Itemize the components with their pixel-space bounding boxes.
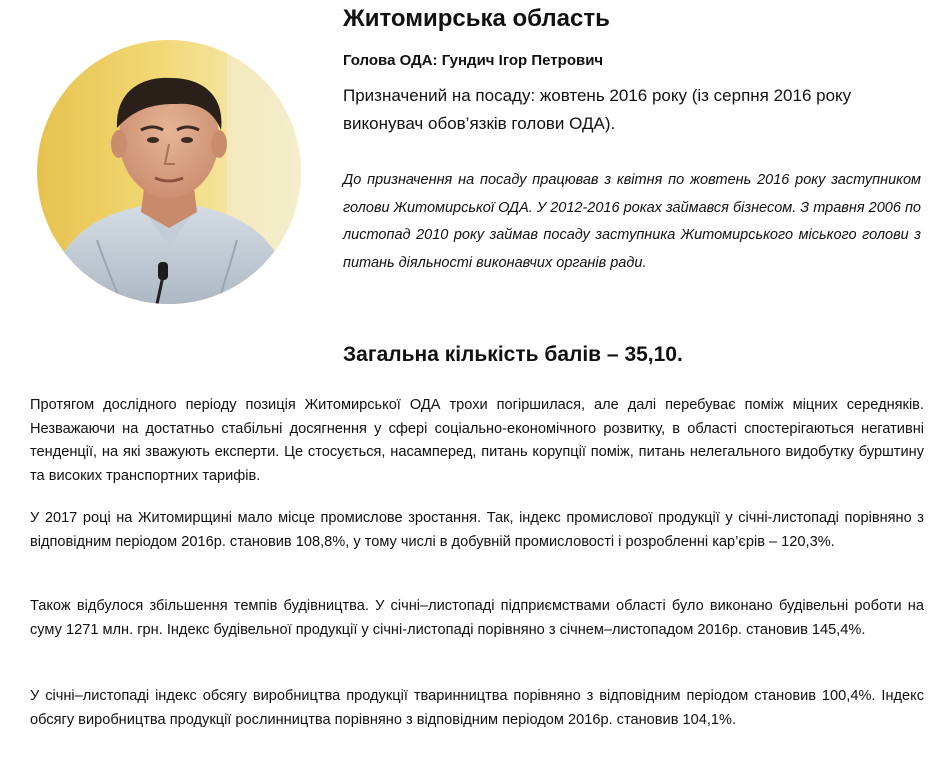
body-paragraph-3: Також відбулося збільшення темпів будівництва. У січні–листопаді підприємствами області було виконано будівельні роботи на суму 1271 млн. грн. Індекс будівельної продукції у січні-листопаді порівняно з січнем–листопадом 2016р. становив 145,4%. xyxy=(30,598,924,638)
body-paragraph-2: У 2017 році на Житомирщині мало місце промислове зростання. Так, індекс промислової продукції у січні-листопаді порівняно з відповідним періодом 2016р. становив 108,8%, у тому числі в добувній промисловості і розробленні кар’єрів – 120,3%. xyxy=(30,510,924,550)
body-paragraph-1: Протягом дослідного періоду позиція Житомирської ОДА трохи погіршилася, але далі перебуває поміж міцних середняків. Незважаючи на достатньо стабільні досягнення у сфері соціально-економічного розвитку, в області спостерігаються негативні тенденції, на які зважують експерти. Це стосується, насамперед, питань корупції поміж, питань нелегального видобутку бурштину та високих транспортних тарифів. xyxy=(30,397,924,484)
total-score: Загальна кількість балів – 35,10. xyxy=(343,343,683,366)
official-portrait xyxy=(37,40,301,304)
body-paragraph-4: У січні–листопаді індекс обсягу виробництва продукції тваринництва порівняно з відповідним періодом становив 100,4%. Індекс обсягу виробництва продукції рослинництва порівняно з відповідним періодом 2016р. становив 104,1%. xyxy=(30,688,924,728)
region-title: Житомирська область xyxy=(343,5,610,32)
biography: До призначення на посаду працював з квітня по жовтень 2016 року заступником голови Житомирської ОДА. У 2012-2016 роках займався бізнесом. З травня 2006 по листопад 2010 року займав посаду заступника Житомирського міського голови з питань діяльності виконавчих органів ради. xyxy=(343,172,921,271)
head-name: Голова ОДА: Гундич Ігор Петрович xyxy=(343,52,604,69)
appointment-info: Призначений на посаду: жовтень 2016 року (із серпня 2016 року виконувач обов’язків голови ОДА). xyxy=(343,86,852,133)
